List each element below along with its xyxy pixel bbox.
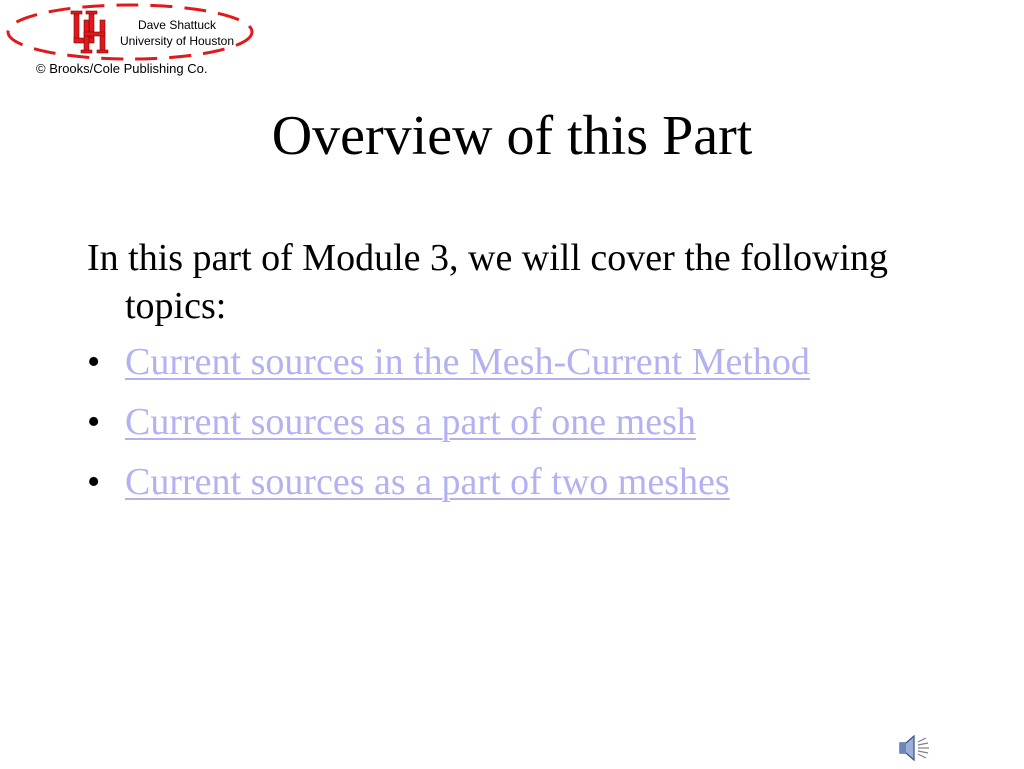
list-item <box>87 338 907 386</box>
slide-title: Overview of this Part <box>271 105 753 167</box>
slide-body <box>87 234 907 518</box>
topic-link-mesh-current-method[interactable]: Current sources in the Mesh-Current Method <box>125 341 810 383</box>
bullet-marker: • <box>87 401 101 443</box>
speaker-icon-graphic <box>896 732 932 764</box>
institution-name: University of Houston <box>119 34 235 48</box>
copyright-notice: © Brooks/Cole Publishing Co. <box>36 61 208 76</box>
topic-link-two-meshes[interactable]: Current sources as a part of two meshes <box>125 461 730 503</box>
topic-link-one-mesh[interactable]: Current sources as a part of one mesh <box>125 401 696 443</box>
bullet-marker: • <box>87 461 101 503</box>
speaker-icon[interactable] <box>896 732 932 764</box>
list-item <box>87 458 907 506</box>
topic-list <box>87 338 907 506</box>
list-item <box>87 398 907 446</box>
bullet-marker: • <box>87 341 101 383</box>
author-name: Dave Shattuck <box>137 18 217 32</box>
uh-monogram-icon <box>71 11 108 53</box>
uh-logo-block <box>4 2 256 62</box>
intro-text: In this part of Module 3, we will cover the following topics: <box>87 237 889 327</box>
